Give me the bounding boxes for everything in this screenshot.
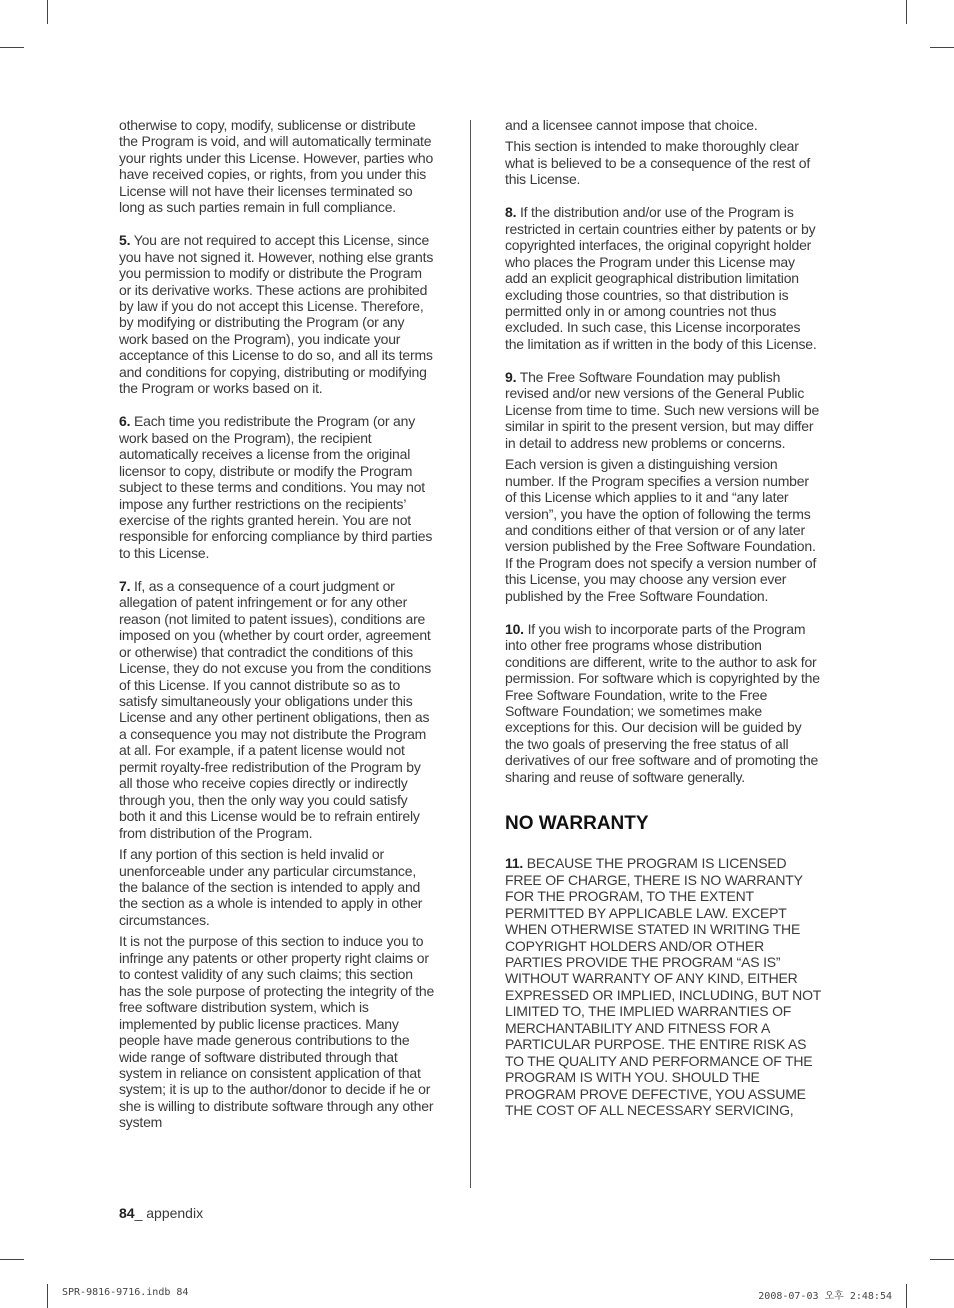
section-9: [505, 369, 821, 451]
section-number: 7.: [119, 577, 131, 594]
section-number: 6.: [119, 413, 131, 430]
section-number: 10.: [505, 620, 524, 637]
left-column: [119, 117, 436, 1136]
right-column: [505, 117, 821, 1135]
section-7: [119, 578, 436, 841]
crop-mark: [930, 47, 954, 48]
paragraph: This section is intended to make thoroughly clear what is believed to be a consequence of the rest of this License.: [505, 138, 811, 188]
crop-mark: [0, 47, 24, 48]
section-text: BECAUSE THE PROGRAM IS LICENSED FREE OF CHARGE, THERE IS NO WARRANTY FOR THE PROGRAM, TO THE EXTENT PERMITTED BY APPLICABLE LAW. EXCEPT WHEN OTHERWISE STATED IN WRITING THE COPYRIGHT HOLDERS AND/OR OTHER PARTIES PROVIDE THE PROGRAM “AS IS” WITHOUT WARRANTY OF ANY KIND, EITHER EXPRESSED OR IMPLIED, INCLUDING, BUT NOT LIMITED TO, THE IMPLIED WARRANTIES OF MERCHANTABILITY AND FITNESS FOR A PARTICULAR PURPOSE. THE ENTIRE RISK AS TO THE QUALITY AND PERFORMANCE OF THE PROGRAM IS WITH YOU. SHOULD THE PROGRAM PROVE DEFECTIVE, YOU ASSUME THE COST OF ALL NECESSARY SERVICING,: [505, 855, 821, 1119]
section-number: 9.: [505, 368, 517, 385]
page-footer: [119, 1205, 203, 1221]
paragraph-continued: otherwise to copy, modify, sublicense or distribute the Program is void, and will automatically terminate your rights under this License. However, parties who have received copies, or rights, from you under this License will not have their licenses terminated so long as such parties remain in full compliance.: [119, 117, 434, 216]
section-text: You are not required to accept this License, since you have not signed it. However, nothing else grants you permission to modify or distribute the Program or its derivative works. These actions are prohibited by law if you do not accept this License. Therefore, by modifying or distributing the Program (or any work based on the Program), you indicate your acceptance of this License to do so, and all its terms and conditions for copying, distributing or modifying the Program or works based on it.: [119, 232, 434, 397]
section-8: [505, 204, 821, 352]
page-number: 84: [119, 1205, 135, 1221]
crop-mark: [0, 1259, 24, 1260]
crop-mark: [47, 0, 48, 24]
crop-mark: [930, 1259, 954, 1260]
section-text: If, as a consequence of a court judgment or allegation of patent infringement or for any other reason (not limited to patent issues), conditions are imposed on you (whether by court order, agreement or otherwise) that contradict the conditions of this License, they do not excuse you from the conditions of this License. If you cannot distribute so as to satisfy simultaneously your obligations under this License and any other pertinent obligations, then as a consequence you may not distribute the Program at all. For example, if a patent license would not permit royalty-free redistribution of the Program by all those who receive copies directly or indirectly through you, then the only way you could satisfy both it and this License would be to refrain entirely from distribution of the Program.: [119, 577, 431, 841]
section-6: [119, 413, 436, 561]
section-number: 8.: [505, 204, 517, 221]
paragraph-continued: and a licensee cannot impose that choice.: [505, 117, 758, 133]
section-7-paragraph-2: If any portion of this section is held invalid or unenforceable under any particular circumstance, the balance of the section is intended to apply and the section as a whole is intended to apply in other circumstances.: [119, 846, 423, 928]
footer-section: _ appendix: [134, 1205, 204, 1221]
crop-mark: [906, 1284, 907, 1308]
section-11: [505, 855, 821, 1118]
section-text: The Free Software Foundation may publish revised and/or new versions of the General Public License from time to time. Such new versions will be similar in spirit to the present version, but may differ in detail to address new problems or concerns.: [505, 368, 820, 451]
section-text: If you wish to incorporate parts of the Program into other free programs whose distribution conditions are different, write to the author to ask for permission. For software which is copyrighted by the Free Software Foundation, write to the Free Software Foundation; we sometimes make exceptions for this. Our decision will be guided by the two goals of preserving the free status of all derivatives of our free software and of promoting the sharing and reuse of software generally.: [505, 620, 820, 785]
crop-mark: [906, 0, 907, 24]
section-number: 5.: [119, 232, 131, 249]
section-text: If the distribution and/or use of the Program is restricted in certain countries either by patents or by copyrighted interfaces, the original copyright holder who places the Program under this License may add an explicit geographical distribution limitation excluding those countries, so that distribution is permitted only in or among countries not thus excluded. In such case, this License incorporates the limitation as if written in the body of this License.: [505, 204, 817, 352]
no-warranty-heading: NO WARRANTY: [505, 813, 649, 835]
print-slug-file: SPR-9816-9716.indb 84: [62, 1287, 189, 1298]
section-5: [119, 232, 436, 397]
print-slug-timestamp: 2008-07-03 오후 2:48:54: [758, 1291, 892, 1302]
section-9-paragraph-2: Each version is given a distinguishing version number. If the Program specifies a version number of this License which applies to it and “any later version”, you have the option of following the terms and conditions either of that version or of any later version published by the Free Software Foundation. If the Program does not specify a version number of this License, you may choose any version ever published by the Free Software Foundation.: [505, 456, 817, 604]
section-text: Each time you redistribute the Program (or any work based on the Program), the recipient automatically receives a license from the original licensor to copy, distribute or modify the Program subject to these terms and conditions. You may not impose any further restrictions on the recipients’ exercise of the rights granted herein. You are not responsible for enforcing compliance by third parties to this License.: [119, 413, 433, 561]
section-10: [505, 621, 821, 786]
section-7-paragraph-3: It is not the purpose of this section to induce you to infringe any patents or other property right claims or to contest validity of any such claims; this section has the sole purpose of protecting the integrity of the free software distribution system, which is implemented by public license practices. Many people have made generous contributions to the wide range of software distributed through that system in reliance on consistent application of that system; it is up to the author/donor to decide if he or she is willing to distribute software through any other system: [119, 933, 435, 1131]
section-number: 11.: [505, 855, 524, 872]
column-divider: [470, 120, 471, 1188]
crop-mark: [47, 1284, 48, 1308]
